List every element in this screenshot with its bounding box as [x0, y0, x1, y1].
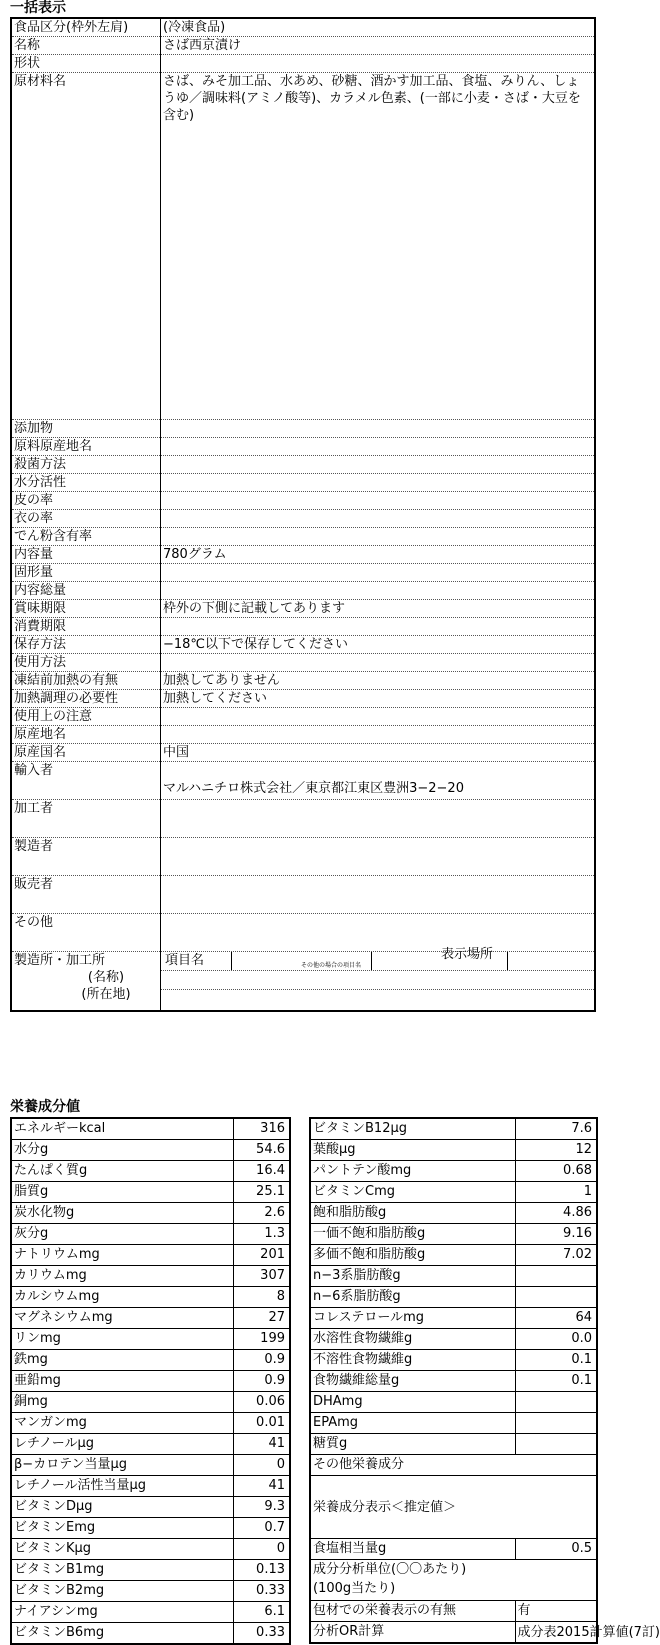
analysis-value: 成分表2015計算値(7訂) [515, 1622, 597, 1644]
nutrition-row [11, 1581, 290, 1602]
salt-label: 食塩相当量g [310, 1539, 515, 1560]
nutrient-value [515, 1434, 597, 1455]
label-value: 780グラム [161, 546, 596, 564]
nutrient-name: ビタミンB12μg [310, 1118, 515, 1140]
nutrient-name: DHAmg [310, 1392, 515, 1413]
nutrient-name: 一価不飽和脂肪酸g [310, 1224, 515, 1245]
nutrition-row [11, 1161, 290, 1182]
nutrition-row [11, 1497, 290, 1518]
nutrition-row [11, 1434, 290, 1455]
label-value [161, 456, 596, 474]
nutrient-name: 鉄mg [11, 1350, 233, 1371]
label-key: 食品区分(枠外左肩) [11, 18, 161, 37]
label-row [11, 582, 595, 600]
nutrition-row [11, 1266, 290, 1287]
nutrient-name: ナイアシンmg [11, 1602, 233, 1623]
package-value: 有 [515, 1601, 597, 1622]
nutrient-name: ビタミンB6mg [11, 1623, 233, 1645]
nutrition-table-left [10, 1117, 291, 1645]
nutrient-name: n−3系脂肪酸g [310, 1266, 515, 1287]
label-row [11, 456, 595, 474]
package-label: 包材での栄養表示の有無 [310, 1601, 515, 1622]
nutrition-row [11, 1392, 290, 1413]
label-value [161, 876, 596, 914]
nutrient-name: ビタミンB2mg [11, 1581, 233, 1602]
nutrient-name: 食物繊維総量g [310, 1371, 515, 1392]
estimate-label: 栄養成分表示＜推定値＞ [310, 1476, 597, 1539]
label-key: 消費期限 [11, 618, 161, 636]
nutrient-value: 41 [233, 1434, 290, 1455]
nutrient-name: リンmg [11, 1329, 233, 1350]
label-row [11, 762, 595, 800]
label-value: 枠外の下側に記載してあります [161, 600, 596, 618]
nutrition-row [310, 1118, 597, 1140]
nutrient-name: エネルギーkcal [11, 1118, 233, 1140]
manufacturer-key-cell [11, 952, 161, 1012]
manufacturer-address-label: (所在地) [81, 987, 131, 1002]
label-row [11, 708, 595, 726]
nutrient-name: コレステロールmg [310, 1308, 515, 1329]
nutrient-value: 0.68 [515, 1161, 597, 1182]
nutrient-name: レチノール活性当量μg [11, 1476, 233, 1497]
nutrient-name: 亜鉛mg [11, 1371, 233, 1392]
other-item-name-label: その他の場合の項目名 [301, 962, 362, 969]
nutrition-row [11, 1182, 290, 1203]
label-key: 殺菌方法 [11, 456, 161, 474]
nutrient-name: 水分g [11, 1140, 233, 1161]
label-row [11, 690, 595, 708]
food-label-table [10, 17, 596, 1012]
label-key: 加熱調理の必要性 [11, 690, 161, 708]
nutrition-row [310, 1308, 597, 1329]
label-row [11, 800, 595, 838]
label-key: 賞味期限 [11, 600, 161, 618]
label-key: 加工者 [11, 800, 161, 838]
nutrient-value: 201 [233, 1245, 290, 1266]
nutrient-value: 25.1 [233, 1182, 290, 1203]
nutrition-row [310, 1371, 597, 1392]
label-key: その他 [11, 914, 161, 952]
nutrition-row [11, 1329, 290, 1350]
label-row [11, 37, 595, 55]
label-value: (冷凍食品) [161, 18, 596, 37]
nutrition-row [310, 1287, 597, 1308]
nutrition-row [310, 1245, 597, 1266]
nutrient-name: 灰分g [11, 1224, 233, 1245]
nutrient-name: EPAmg [310, 1413, 515, 1434]
nutrient-value: 0.9 [233, 1350, 290, 1371]
nutrition-row [310, 1224, 597, 1245]
nutrient-name: n−6系脂肪酸g [310, 1287, 515, 1308]
nutrition-row [11, 1203, 290, 1224]
nutrient-value: 0 [233, 1455, 290, 1476]
nutrition-row [310, 1413, 597, 1434]
label-row [11, 474, 595, 492]
nutrient-value [515, 1413, 597, 1434]
label-key: 原材料名 [11, 73, 161, 420]
nutrition-row [11, 1118, 290, 1140]
item-name-label: 項目名 [165, 953, 205, 968]
label-value [161, 564, 596, 582]
nutrient-value [515, 1392, 597, 1413]
unit-label: 成分分析単位(〇〇あたり) [313, 1562, 467, 1577]
other-nutrients-label: その他栄養成分 [310, 1455, 597, 1476]
nutrient-name: カルシウムmg [11, 1287, 233, 1308]
nutrition-row [11, 1413, 290, 1434]
label-row [11, 564, 595, 582]
salt-row [310, 1539, 597, 1560]
package-row [310, 1601, 597, 1622]
nutrient-value: 0 [233, 1539, 290, 1560]
nutrient-name: カリウムmg [11, 1266, 233, 1287]
label-row [11, 726, 595, 744]
nutrient-value: 0.06 [233, 1392, 290, 1413]
label-row [11, 438, 595, 456]
label-value [161, 420, 596, 438]
nutrient-name: β−カロテン当量μg [11, 1455, 233, 1476]
label-key: 内容量 [11, 546, 161, 564]
label-key: 形状 [11, 55, 161, 73]
label-row [11, 914, 595, 952]
nutrient-value: 1 [515, 1182, 597, 1203]
nutrient-name: ナトリウムmg [11, 1245, 233, 1266]
nutrient-name: 銅mg [11, 1392, 233, 1413]
label-value [161, 474, 596, 492]
nutrient-value: 0.7 [233, 1518, 290, 1539]
label-value [161, 838, 596, 876]
nutrient-name: ビタミンB1mg [11, 1560, 233, 1581]
label-row [11, 546, 595, 564]
nutrient-value: 307 [233, 1266, 290, 1287]
label-value: マルハニチロ株式会社／東京都江東区豊洲3−2−20 [161, 762, 596, 800]
label-key: 使用方法 [11, 654, 161, 672]
nutrition-row [11, 1371, 290, 1392]
display-place-label: 表示場所 [441, 947, 494, 962]
label-key: 固形量 [11, 564, 161, 582]
nutrition-row [310, 1392, 597, 1413]
label-row [11, 420, 595, 438]
nutrient-name: マンガンmg [11, 1413, 233, 1434]
salt-value: 0.5 [515, 1539, 597, 1560]
nutrient-value: 12 [515, 1140, 597, 1161]
nutrition-row [11, 1224, 290, 1245]
nutrition-row [11, 1602, 290, 1623]
unit-cell [310, 1560, 597, 1601]
nutrient-name: パントテン酸mg [310, 1161, 515, 1182]
nutrient-name: 飽和脂肪酸g [310, 1203, 515, 1224]
label-value [161, 510, 596, 528]
nutrient-value: 2.6 [233, 1203, 290, 1224]
other-nutrients-row [310, 1455, 597, 1476]
nutrition-row [11, 1476, 290, 1497]
label-row-category [11, 18, 595, 37]
label-row [11, 744, 595, 762]
label-value: さば、みそ加工品、水あめ、砂糖、酒かす加工品、食塩、みりん、しょうゆ／調味料(アミノ酸等)、カラメル色素、(一部に小麦・さば・大豆を含む) [161, 73, 596, 420]
label-key: 皮の率 [11, 492, 161, 510]
nutrient-value: 0.0 [515, 1329, 597, 1350]
nutrient-value: 9.16 [515, 1224, 597, 1245]
label-value: −18℃以下で保存してください [161, 636, 596, 654]
label-row-manufacturer [11, 952, 595, 1012]
nutrient-name: 炭水化物g [11, 1203, 233, 1224]
nutrient-value: 0.1 [515, 1371, 597, 1392]
label-value: 加熱してください [161, 690, 596, 708]
label-row [11, 654, 595, 672]
label-value [161, 582, 596, 600]
label-value [161, 800, 596, 838]
nutrient-value: 0.13 [233, 1560, 290, 1581]
nutrient-name: 糖質g [310, 1434, 515, 1455]
label-row [11, 73, 595, 420]
nutrition-row [310, 1140, 597, 1161]
label-row [11, 492, 595, 510]
nutrient-value: 16.4 [233, 1161, 290, 1182]
nutrient-value: 8 [233, 1287, 290, 1308]
nutrient-value: 1.3 [233, 1224, 290, 1245]
label-value [161, 55, 596, 73]
label-row [11, 838, 595, 876]
nutrition-row [11, 1455, 290, 1476]
label-row [11, 636, 595, 654]
label-value [161, 528, 596, 546]
nutrient-value: 0.01 [233, 1413, 290, 1434]
nutrient-value: 316 [233, 1118, 290, 1140]
nutrition-row [11, 1623, 290, 1645]
nutrition-row [11, 1245, 290, 1266]
nutrition-row [11, 1560, 290, 1581]
nutrient-value: 6.1 [233, 1602, 290, 1623]
label-row [11, 55, 595, 73]
nutrient-value: 7.6 [515, 1118, 597, 1140]
nutrient-value: 27 [233, 1308, 290, 1329]
label-key: 名称 [11, 37, 161, 55]
nutrition-row [310, 1161, 597, 1182]
label-key: でん粉含有率 [11, 528, 161, 546]
nutrient-name: たんぱく質g [11, 1161, 233, 1182]
unit-value: (100g当たり) [313, 1581, 396, 1596]
nutrition-row [310, 1350, 597, 1371]
nutrient-name: 多価不飽和脂肪酸g [310, 1245, 515, 1266]
label-key: 原産国名 [11, 744, 161, 762]
nutrient-value: 0.9 [233, 1371, 290, 1392]
label-value [161, 438, 596, 456]
label-row [11, 618, 595, 636]
label-row [11, 600, 595, 618]
nutrient-value: 41 [233, 1476, 290, 1497]
nutrition-table-right [309, 1117, 660, 1644]
label-row [11, 876, 595, 914]
label-key: 衣の率 [11, 510, 161, 528]
nutrient-name: ビタミンDμg [11, 1497, 233, 1518]
nutrient-value: 0.33 [233, 1623, 290, 1645]
label-value [161, 708, 596, 726]
label-key: 輸入者 [11, 762, 161, 800]
nutrition-row [11, 1140, 290, 1161]
label-value [161, 914, 596, 952]
label-value [161, 618, 596, 636]
nutrient-value [515, 1266, 597, 1287]
nutrient-name: 水溶性食物繊維g [310, 1329, 515, 1350]
nutrient-value: 199 [233, 1329, 290, 1350]
label-key: 添加物 [11, 420, 161, 438]
label-key: 保存方法 [11, 636, 161, 654]
label-value [161, 726, 596, 744]
nutrient-value: 4.86 [515, 1203, 597, 1224]
analysis-row [310, 1622, 597, 1644]
label-row [11, 528, 595, 546]
label-key: 原料原産地名 [11, 438, 161, 456]
nutrition-row [310, 1329, 597, 1350]
nutrient-value: 64 [515, 1308, 597, 1329]
label-key: 販売者 [11, 876, 161, 914]
label-value: 加熱してありません [161, 672, 596, 690]
estimate-row [310, 1476, 597, 1539]
unit-row [310, 1560, 597, 1601]
nutrition-row [11, 1518, 290, 1539]
nutrient-value: 54.6 [233, 1140, 290, 1161]
nutrient-name: ビタミンKμg [11, 1539, 233, 1560]
label-key: 水分活性 [11, 474, 161, 492]
nutrition-row [310, 1182, 597, 1203]
nutrition-row [310, 1434, 597, 1455]
nutrient-value: 0.33 [233, 1581, 290, 1602]
nutrition-row [11, 1350, 290, 1371]
nutrient-name: ビタミンCmg [310, 1182, 515, 1203]
nutrient-name: 脂質g [11, 1182, 233, 1203]
nutrition-row [11, 1308, 290, 1329]
nutrient-name: ビタミンEmg [11, 1518, 233, 1539]
label-key: 製造者 [11, 838, 161, 876]
manufacturer-key: 製造所・加工所 [14, 953, 106, 968]
nutrition-row [11, 1539, 290, 1560]
nutrition-row [310, 1203, 597, 1224]
label-key: 使用上の注意 [11, 708, 161, 726]
label-value [161, 492, 596, 510]
label-value: さば西京漬け [161, 37, 596, 55]
nutrient-name: 不溶性食物繊維g [310, 1350, 515, 1371]
nutrient-name: 葉酸μg [310, 1140, 515, 1161]
label-key: 凍結前加熱の有無 [11, 672, 161, 690]
manufacturer-value-cell [161, 947, 596, 1012]
nutrition-heading: 栄養成分値 [10, 1099, 80, 1115]
label-key: 内容総量 [11, 582, 161, 600]
nutrient-value: 0.1 [515, 1350, 597, 1371]
nutrient-name: マグネシウムmg [11, 1308, 233, 1329]
nutrient-value: 9.3 [233, 1497, 290, 1518]
nutrient-value [515, 1287, 597, 1308]
nutrient-name: レチノールμg [11, 1434, 233, 1455]
nutrient-value: 7.02 [515, 1245, 597, 1266]
label-row [11, 510, 595, 528]
manufacturer-name-label: (名称) [87, 970, 125, 985]
label-value: 中国 [161, 744, 596, 762]
label-heading: 一括表示 [10, 0, 66, 16]
label-row [11, 672, 595, 690]
analysis-label: 分析OR計算 [310, 1622, 515, 1644]
nutrition-row [11, 1287, 290, 1308]
nutrition-row [310, 1266, 597, 1287]
label-value [161, 654, 596, 672]
label-key: 原産地名 [11, 726, 161, 744]
